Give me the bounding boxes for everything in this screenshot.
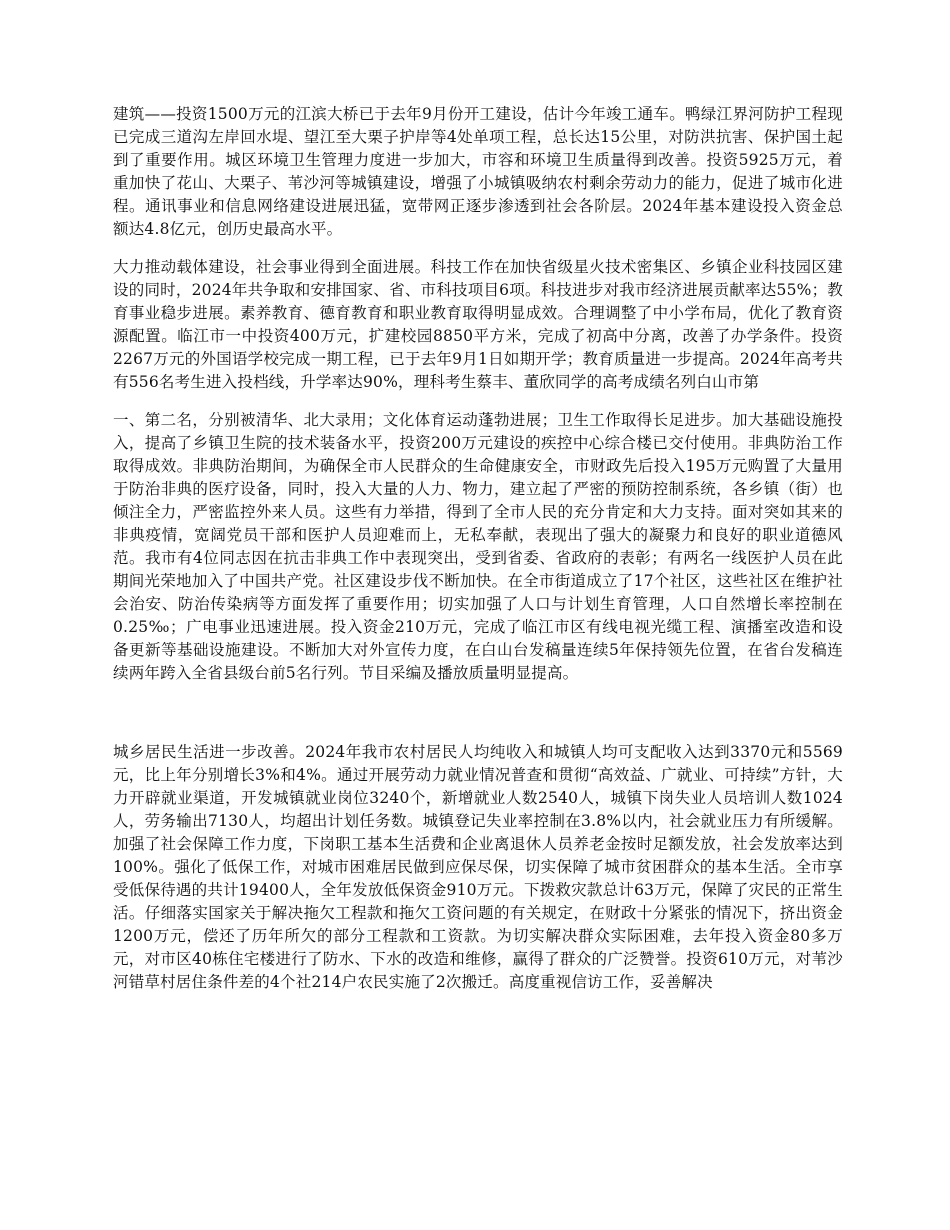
paragraph-health-culture: 一、第二名，分别被清华、北大录用；文化体育运动蓬勃进展；卫生工作取得长足进步。加大基础设施投入，提高了乡镇卫生院的技术装备水平，投资200万元建设的疾控中心综合楼已交付使用。非典防治工作取得成效。非典防治期间，为确保全市人民群众的生命健康安全，市财政先后投入195万元购置了大量用于防治非典的医疗设备，同时，投入大量的人力、物力，建立起了严密的预防控制系统，各乡镇（街）也倾注全力，严密监控外来人员。这些有力举措，得到了全市人民的充分肯定和大力支持。面对突如其来的非典疫情，宽阔党员干部和医护人员迎难而上，无私奉献，表现出了强大的凝聚力和良好的职业道德风范。我市有4位同志因在抗击非典工作中表现突出，受到省委、省政府的表彰；有两名一线医护人员在此期间光荣地加入了中国共产党。社区建设步伐不断加快。在全市街道成立了17个社区，这些社区在维护社会治安、防治传染病等方面发挥了重要作用；切实加强了人口与计划生育管理，人口自然增长率控制在0.25‰；广电事业迅速进展。投入资金210万元，完成了临江市区有线电视光缆工程、演播室改造和设备更新等基础设施建设。不断加大对外宣传力度，在白山台发稿量连续5年保持领先位置，在省台发稿连续两年跨入全省县级台前5名行列。节目采编及播放质量明显提高。	[113, 411, 843, 682]
paragraph-livelihood: 城乡居民生活进一步改善。2024年我市农村居民人均纯收入和城镇人均可支配收入达到3370元和5569元，比上年分别增长3%和4%。通过开展劳动力就业情况普查和贯彻“高效益、广就业、可持续”方针，大力开辟就业渠道，开发城镇就业岗位3240个，新增就业人数2540人，城镇下岗失业人员培训人数1024人，劳务输出7130人，均超出计划任务数。城镇登记失业率控制在3.8%以内，社会就业压力有所缓解。加强了社会保障工作力度，下岗职工基本生活费和企业离退休人员养老金按时足额发放，社会发放率达到100%。强化了低保工作，对城市困难居民做到应保尽保，切实保障了城市贫困群众的基本生活。全市享受低保待遇的共计19400人，全年发放低保资金910万元。下拨救灾款总计63万元，保障了灾民的正常生活。仔细落实国家关于解决拖欠工程款和拖欠工资问题的有关规定，在财政十分紧张的情况下，挤出资金1200万元，偿还了历年所欠的部分工程款和工资款。为切实解决群众实际困难，去年投入资金80多万元，对市区40栋住宅楼进行了防水、下水的改造和维修，赢得了群众的广泛赞誉。投资610万元，对苇沙河错草村居住条件差的4个社214户农民实施了2次搬迁。高度重视信访工作，妥善解决	[113, 743, 843, 991]
paragraph-social-development: 大力推动载体建设，社会事业得到全面进展。科技工作在加快省级星火技术密集区、乡镇企业科技园区建设的同时，2024年共争取和安排国家、省、市科技项目6项。科技进步对我市经济进展贡献率达55%；教育事业稳步进展。素养教育、德育教育和职业教育取得明显成效。合理调整了中小学布局，优化了教育资源配置。临江市一中投资400万元，扩建校园8850平方米，完成了初高中分离，改善了办学条件。投资2267万元的外国语学校完成一期工程，已于去年9月1日如期开学；教育质量进一步提高。2024年高考共有556名考生进入投档线，升学率达90%，理科考生蔡丰、董欣同学的高考成绩名列白山市第	[113, 258, 843, 391]
paragraph-infrastructure: 建筑——投资1500万元的江滨大桥已于去年9月份开工建设，估计今年竣工通车。鸭绿江界河防护工程现已完成三道沟左岸回水堤、望江至大栗子护岸等4处单项工程，总长达15公里，对防洪抗害、保护国土起到了重要作用。城区环境卫生管理力度进一步加大，市容和环境卫生质量得到改善。投资5925万元，着重加快了花山、大栗子、苇沙河等城镇建设，增强了小城镇吸纳农村剩余劳动力的能力，促进了城市化进程。通讯事业和信息网络建设进展迅猛，宽带网正逐步渗透到社会各阶层。2024年基本建设投入资金总额达4.8亿元，创历史最高水平。	[113, 105, 843, 238]
document-body	[113, 103, 843, 994]
